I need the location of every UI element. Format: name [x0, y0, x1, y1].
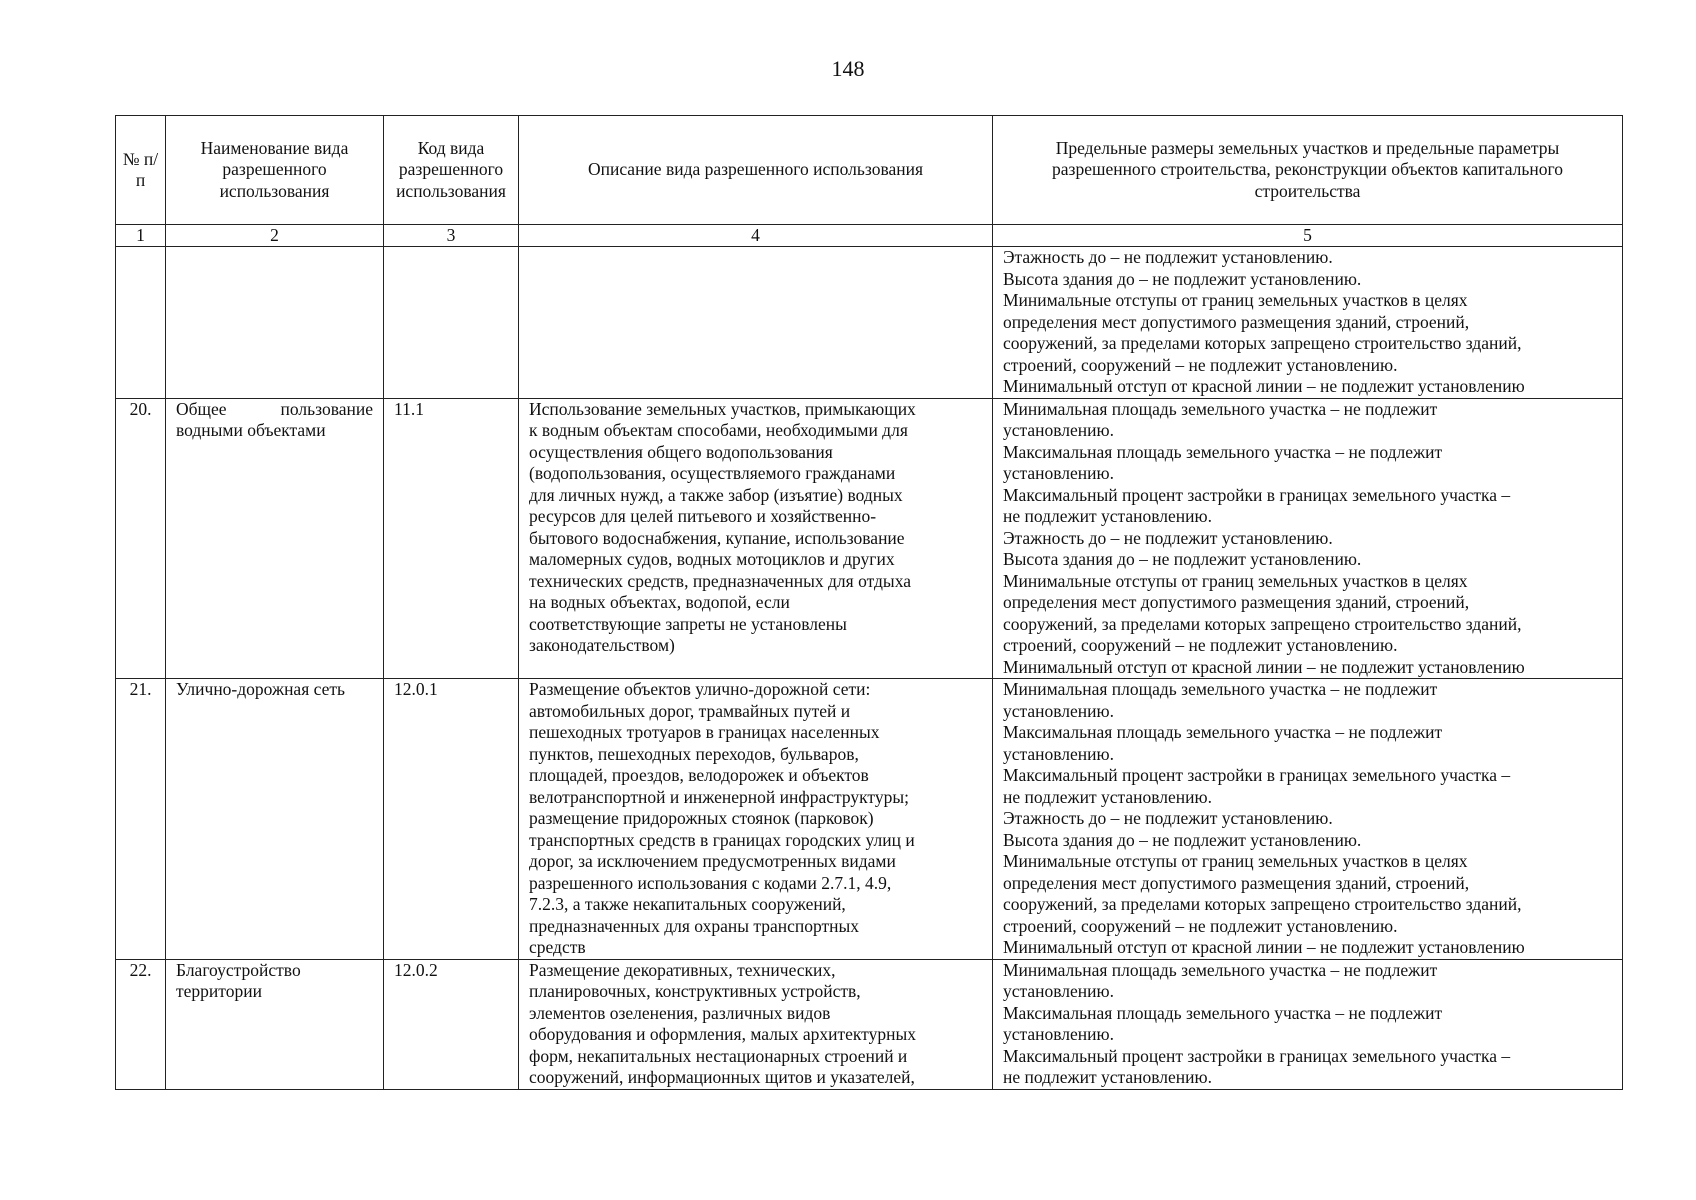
description-line: дорог, за исключением предусмотренных видами [529, 851, 896, 871]
limits-line: строений, сооружений – не подлежит установлению. [1003, 915, 1398, 936]
description-line: маломерных судов, водных мотоциклов и других [529, 549, 895, 569]
limits-line: сооружений, за пределами которых запрещено строительство зданий, [1003, 894, 1522, 914]
column-number-row [116, 225, 1623, 247]
description-line: для личных нужд, а также забор (изъятие) водных [529, 484, 903, 505]
description-line: автомобильных дорог, трамвайных путей и [529, 700, 851, 721]
description-line: размещение придорожных стоянок (парковок) [529, 808, 874, 828]
column-number: 1 [116, 225, 166, 247]
cell-number [116, 247, 166, 399]
column-number: 3 [384, 225, 519, 247]
cell-use-code: 12.0.2 [384, 959, 519, 1089]
limits-line: сооружений, за пределами которых запрещено строительство зданий, [1003, 613, 1522, 634]
cell-limits [993, 247, 1623, 399]
description-line: велотранспортной и инженерной инфраструктуры; [529, 786, 909, 807]
limits-line: Высота здания до – не подлежит установлению. [1003, 268, 1362, 289]
column-number: 4 [519, 225, 993, 247]
cell-number: 20. [116, 398, 166, 679]
limits-line: Минимальные отступы от границ земельных участков в целях [1003, 851, 1468, 871]
cell-use-name: Улично-дорожная сеть [166, 679, 384, 960]
limits-line: Минимальная площадь земельного участка – не подлежит [1003, 398, 1438, 419]
limits-line: сооружений, за пределами которых запрещено строительство зданий, [1003, 333, 1522, 353]
description-line: площадей, проездов, велодорожек и объектов [529, 765, 869, 785]
limits-line: Минимальные отступы от границ земельных участков в целях [1003, 290, 1468, 310]
limits-line: Этажность до – не подлежит установлению. [1003, 247, 1333, 267]
description-line: Размещение объектов улично-дорожной сети: [529, 679, 871, 699]
cell-use-name: Благоустройство территории [166, 959, 384, 1089]
description-line: пешеходных тротуаров в границах населенных [529, 722, 880, 742]
description-line: технических средств, предназначенных для отдыха [529, 570, 911, 591]
cell-use-name: Общее пользование водными объектами [166, 398, 384, 679]
limits-line: установлению. [1003, 420, 1114, 440]
limits-line: строений, сооружений – не подлежит установлению. [1003, 354, 1398, 375]
permitted-use-table [115, 115, 1623, 1090]
description-line: к водным объектам способами, необходимыми для [529, 420, 908, 440]
column-number: 2 [166, 225, 384, 247]
cell-description [519, 679, 993, 960]
description-line: Использование земельных участков, примыкающих [529, 398, 916, 419]
description-line: предназначенных для охраны транспортных [529, 915, 860, 936]
cell-use-code: 12.0.1 [384, 679, 519, 960]
description-line: оборудования и оформления, малых архитектурных [529, 1024, 916, 1044]
table-row [116, 959, 1623, 1089]
page-number: 148 [831, 56, 865, 81]
limits-line: определения мест допустимого размещения зданий, строений, [1003, 311, 1470, 332]
limits-line: Минимальные отступы от границ земельных участков в целях [1003, 570, 1468, 591]
limits-line: Минимальный отступ от красной линии – не подлежит установлению [1003, 656, 1525, 677]
limits-line: определения мест допустимого размещения зданий, строений, [1003, 872, 1470, 893]
limits-line: Минимальный отступ от красной линии – не подлежит установлению [1003, 937, 1525, 957]
description-line: пунктов, пешеходных переходов, бульваров, [529, 743, 859, 764]
limits-line: не подлежит установлению. [1003, 786, 1212, 807]
description-line: планировочных, конструктивных устройств, [529, 981, 861, 1001]
cell-limits [993, 679, 1623, 960]
cell-description [519, 247, 993, 399]
limits-line: Максимальная площадь земельного участка – не подлежит [1003, 441, 1443, 462]
cell-number: 21. [116, 679, 166, 960]
limits-line: Этажность до – не подлежит установлению. [1003, 808, 1333, 828]
limits-line: Минимальный отступ от красной линии – не подлежит установлению [1003, 376, 1525, 396]
description-line: соответствующие запреты не установлены [529, 613, 847, 634]
description-line: средств [529, 937, 586, 957]
description-line: 7.2.3, а также некапитальных сооружений, [529, 894, 846, 914]
table-header-row [116, 116, 1623, 225]
limits-line: установлению. [1003, 981, 1114, 1001]
limits-line: установлению. [1003, 700, 1114, 721]
header-limits: Предельные размеры земельных участков и предельные параметры разрешенного строительства, реконструкции объектов капитального строительства [993, 116, 1623, 225]
column-number: 5 [993, 225, 1623, 247]
header-number: № п/п [116, 116, 166, 225]
limits-line: Максимальный процент застройки в границах земельного участка – [1003, 484, 1511, 505]
description-line: элементов озеленения, различных видов [529, 1002, 831, 1023]
limits-line: не подлежит установлению. [1003, 1067, 1212, 1087]
header-description: Описание вида разрешенного использования [519, 116, 993, 225]
limits-line: установлению. [1003, 743, 1114, 764]
limits-line: Этажность до – не подлежит установлению. [1003, 527, 1333, 548]
description-line: законодательством) [529, 635, 675, 655]
description-line: бытового водоснабжения, купание, использование [529, 527, 905, 548]
description-line: транспортных средств в границах городских улиц и [529, 829, 915, 850]
limits-line: строений, сооружений – не подлежит установлению. [1003, 635, 1398, 655]
cell-description [519, 959, 993, 1089]
header-use-name: Наименование вида разрешенного использования [166, 116, 384, 225]
limits-line: Максимальный процент застройки в границах земельного участка – [1003, 765, 1511, 785]
cell-use-code: 11.1 [384, 398, 519, 679]
description-line: Размещение декоративных, технических, [529, 959, 836, 980]
limits-line: установлению. [1003, 1024, 1114, 1044]
table-row [116, 679, 1623, 960]
description-line: разрешенного использования с кодами 2.7.1, 4.9, [529, 872, 892, 893]
limits-line: Высота здания до – не подлежит установлению. [1003, 549, 1362, 569]
description-line: ресурсов для целей питьевого и хозяйственно- [529, 506, 877, 526]
cell-use-name [166, 247, 384, 399]
limits-line: Минимальная площадь земельного участка – не подлежит [1003, 679, 1438, 699]
cell-number: 22. [116, 959, 166, 1089]
cell-limits [993, 398, 1623, 679]
limits-line: определения мест допустимого размещения зданий, строений, [1003, 592, 1470, 612]
limits-line: Максимальная площадь земельного участка – не подлежит [1003, 722, 1443, 742]
cell-limits [993, 959, 1623, 1089]
description-line: осуществления общего водопользования [529, 441, 833, 462]
header-use-code: Код вида разрешенного использования [384, 116, 519, 225]
cell-description [519, 398, 993, 679]
description-line: (водопользования, осуществляемого гражданами [529, 463, 896, 483]
description-line: сооружений, информационных щитов и указателей, [529, 1067, 915, 1087]
table-row [116, 398, 1623, 679]
limits-line: Максимальный процент застройки в границах земельного участка – [1003, 1045, 1511, 1066]
description-line: на водных объектах, водопой, если [529, 592, 790, 612]
limits-line: Максимальная площадь земельного участка – не подлежит [1003, 1002, 1443, 1023]
limits-line: установлению. [1003, 463, 1114, 483]
limits-line: Высота здания до – не подлежит установлению. [1003, 829, 1362, 850]
limits-line: Минимальная площадь земельного участка – не подлежит [1003, 959, 1438, 980]
continuation-row [116, 247, 1623, 399]
description-line: форм, некапитальных нестационарных строений и [529, 1045, 908, 1066]
limits-line: не подлежит установлению. [1003, 506, 1212, 526]
cell-use-code [384, 247, 519, 399]
